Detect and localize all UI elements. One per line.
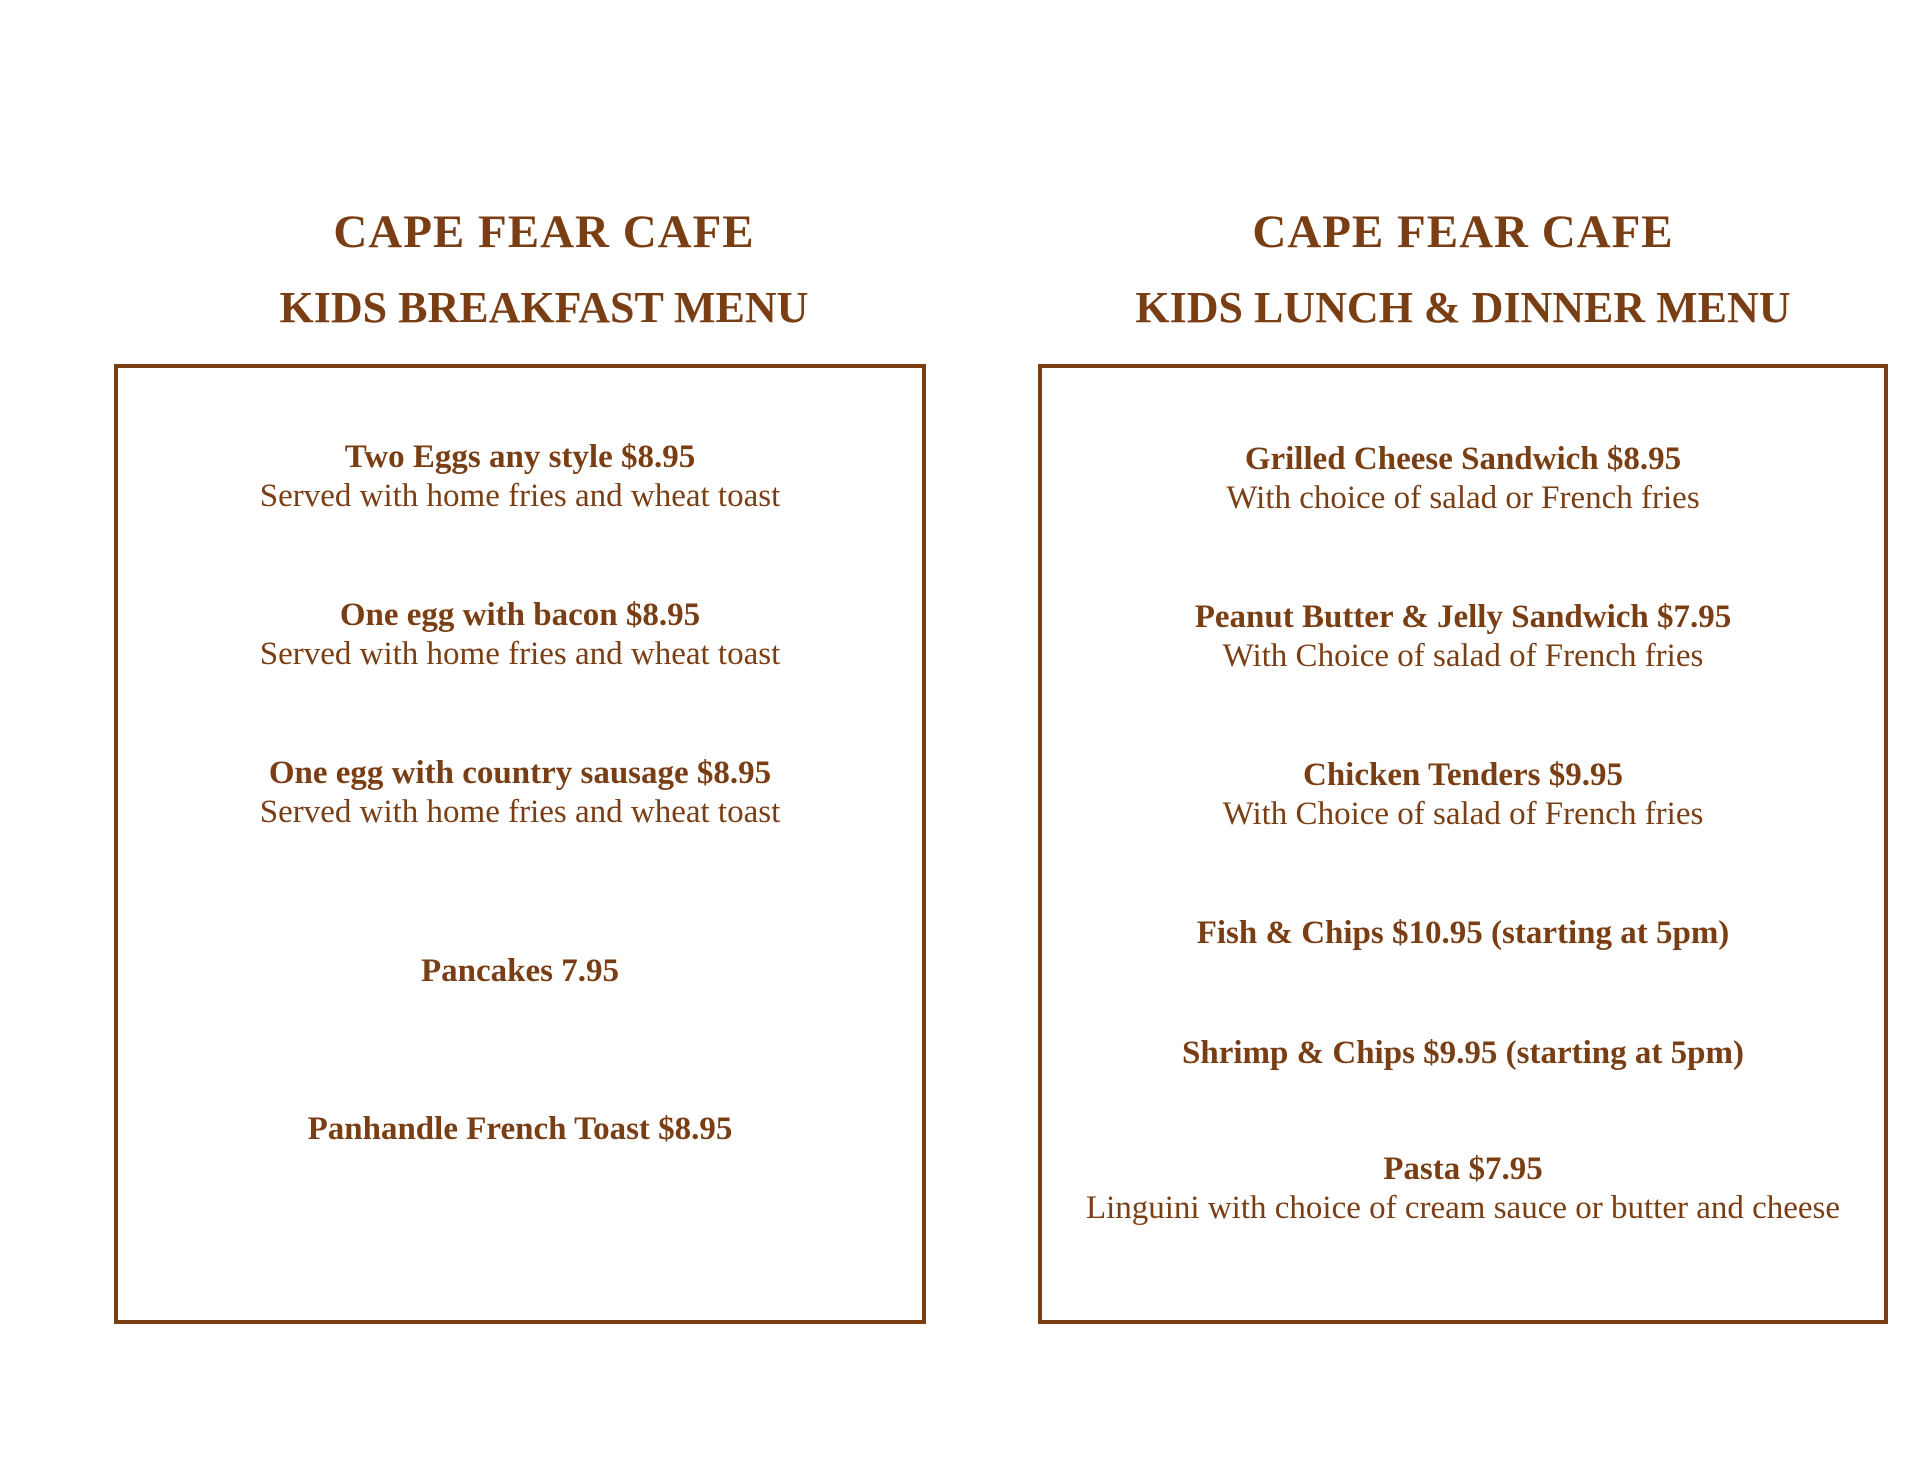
lunch-dinner-menu-panel — [1038, 364, 1888, 1324]
lunch-item-fish-chips — [1042, 914, 1884, 953]
menu-item-title: Grilled Cheese Sandwich $8.95 — [1244, 441, 1682, 477]
menu-item-title: Chicken Tenders $9.95 — [1303, 757, 1623, 793]
breakfast-menu-panel — [114, 364, 926, 1324]
menu-item-description: With choice of salad or French fries — [1226, 480, 1700, 516]
lunch-item-pasta — [1042, 1150, 1884, 1228]
menu-item-description: Served with home fries and wheat toast — [259, 478, 781, 514]
lunch-dinner-menu-title: KIDS LUNCH & DINNER MENU — [1135, 283, 1791, 332]
lunch-item-pbj — [1042, 598, 1884, 676]
menu-item-title: Peanut Butter & Jelly Sandwich $7.95 — [1194, 599, 1732, 635]
menu-item-title: One egg with country sausage $8.95 — [268, 755, 772, 791]
menu-item-title: Two Eggs any style $8.95 — [344, 439, 696, 475]
menu-item-description: Linguini with choice of cream sauce or butter and cheese — [1085, 1190, 1841, 1226]
menu-item-description: With Choice of salad of French fries — [1222, 796, 1704, 832]
lunch-item-grilled-cheese — [1042, 440, 1884, 518]
breakfast-item-two-eggs — [118, 438, 922, 516]
menu-item-title: Pasta $7.95 — [1383, 1151, 1543, 1187]
breakfast-cafe-name: CAPE FEAR CAFE — [333, 206, 755, 258]
menu-item-title: Panhandle French Toast $8.95 — [307, 1111, 733, 1147]
breakfast-item-pancakes — [118, 952, 922, 991]
menu-item-description: With Choice of salad of French fries — [1222, 638, 1704, 674]
menu-item-title: Fish & Chips $10.95 (starting at 5pm) — [1196, 915, 1730, 951]
menu-item-title: One egg with bacon $8.95 — [339, 597, 701, 633]
lunch-item-shrimp-chips — [1042, 1034, 1884, 1073]
menu-item-title: Pancakes 7.95 — [421, 953, 619, 989]
breakfast-item-egg-bacon — [118, 596, 922, 674]
lunch-item-chicken-tenders — [1042, 756, 1884, 834]
breakfast-item-french-toast — [118, 1110, 922, 1149]
menu-item-description: Served with home fries and wheat toast — [259, 636, 781, 672]
lunch-dinner-cafe-name: CAPE FEAR CAFE — [1252, 206, 1674, 258]
breakfast-menu-title: KIDS BREAKFAST MENU — [279, 283, 809, 332]
menu-item-title: Shrimp & Chips $9.95 (starting at 5pm) — [1182, 1035, 1744, 1071]
menu-item-description: Served with home fries and wheat toast — [259, 794, 781, 830]
breakfast-item-egg-sausage — [118, 754, 922, 832]
